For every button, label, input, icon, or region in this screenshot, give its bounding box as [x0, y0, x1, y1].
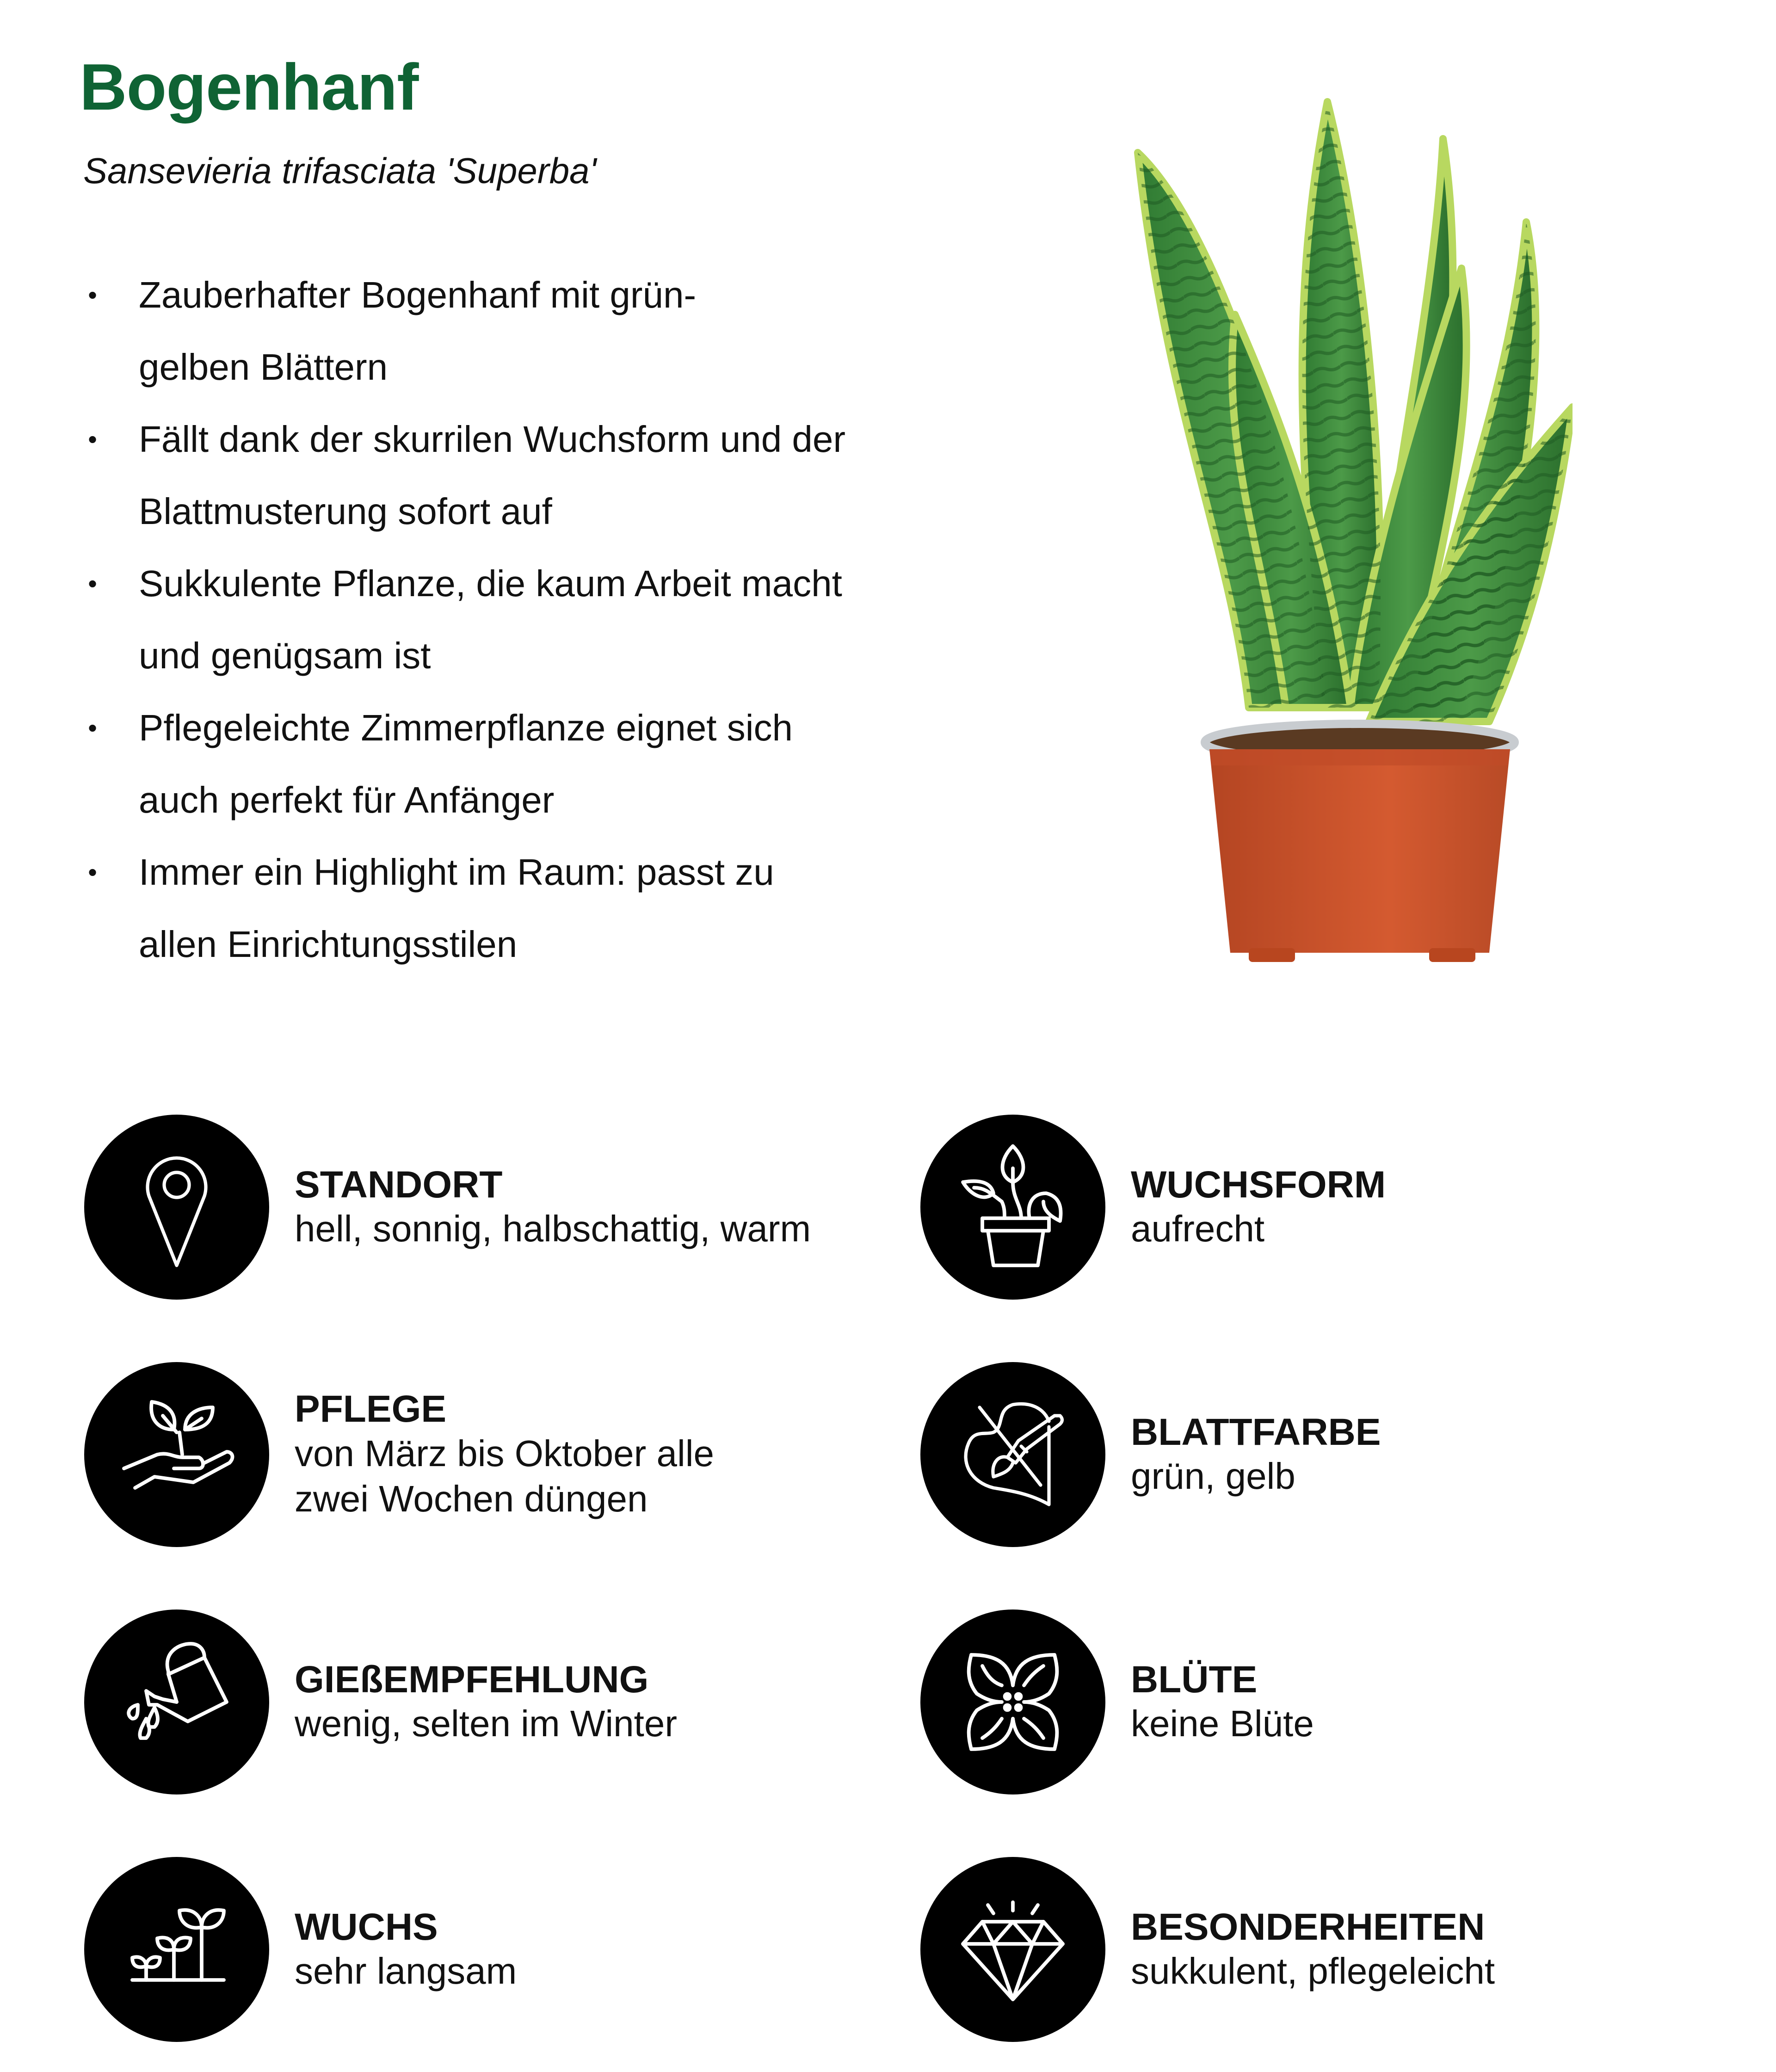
- bullet-icon: •: [88, 280, 97, 309]
- feature-value: sehr langsam: [295, 1950, 517, 1992]
- bullet-text: Pflegeleichte Zimmerpflanze eignet sich: [139, 707, 793, 748]
- bullet-text: Sukkulente Pflanze, die kaum Arbeit macht: [139, 563, 842, 604]
- bullet-icon: •: [88, 713, 97, 742]
- feature-label: BESONDERHEITEN: [1131, 1906, 1485, 1948]
- feature-label: WUCHSFORM: [1131, 1163, 1386, 1206]
- hand-seedling-icon: [84, 1362, 269, 1547]
- feature-bluete: [920, 1610, 1314, 1794]
- flower-icon: [920, 1610, 1105, 1794]
- feature-value: von März bis Oktober alle zwei Wochen düngen: [295, 1433, 715, 1520]
- bullet-icon: •: [88, 425, 97, 454]
- feature-wuchs: [84, 1857, 517, 2042]
- feature-value: grün, gelb: [1131, 1455, 1295, 1497]
- bullet-icon: •: [88, 857, 97, 887]
- feature-value: keine Blüte: [1131, 1703, 1314, 1745]
- bullet-item: [83, 692, 962, 836]
- bullet-text: Blattmusterung sofort auf: [139, 491, 552, 532]
- location-pin-icon: [84, 1115, 269, 1300]
- feature-label: WUCHS: [295, 1906, 438, 1948]
- feature-label: PFLEGE: [295, 1388, 447, 1430]
- bullet-text: Fällt dank der skurrilen Wuchsform und der: [139, 419, 846, 460]
- bullet-text: Zauberhafter Bogenhanf mit grün-: [139, 274, 697, 315]
- watering-can-icon: [84, 1610, 269, 1794]
- product-title: Bogenhanf: [80, 50, 419, 124]
- feature-label: BLATTFARBE: [1131, 1411, 1381, 1453]
- feature-value: wenig, selten im Winter: [295, 1703, 677, 1745]
- bullet-item: [83, 403, 962, 548]
- feature-giessempfehlung: [84, 1610, 677, 1794]
- feature-label: GIEßEMPFEHLUNG: [295, 1658, 649, 1701]
- feature-besonderheiten: [920, 1857, 1495, 2042]
- leaf-paintbrush-icon: [920, 1362, 1105, 1547]
- feature-standort: [84, 1115, 811, 1300]
- bullet-item: [83, 259, 962, 403]
- bullet-icon: •: [88, 569, 97, 598]
- bullet-item: [83, 548, 962, 692]
- feature-blattfarbe: [920, 1362, 1381, 1547]
- growing-sprouts-icon: [84, 1857, 269, 2042]
- botanical-name: Sansevieria trifasciata 'Superba': [83, 150, 597, 191]
- bullet-text: und genügsam ist: [139, 635, 431, 676]
- feature-pflege: [84, 1362, 714, 1547]
- bullet-text: allen Einrichtungsstilen: [139, 924, 518, 965]
- feature-value: aufrecht: [1131, 1208, 1265, 1250]
- feature-wuchsform: [920, 1115, 1386, 1300]
- bullet-item: [83, 836, 962, 980]
- feature-value: sukkulent, pflegeleicht: [1131, 1950, 1495, 1992]
- potted-plant-icon: [920, 1115, 1105, 1300]
- bullet-text: auch perfekt für Anfänger: [139, 779, 555, 820]
- product-image-snake-plant: [1110, 83, 1572, 976]
- feature-label: BLÜTE: [1131, 1658, 1258, 1701]
- diamond-icon: [920, 1857, 1105, 2042]
- bullet-text: Immer ein Highlight im Raum: passt zu: [139, 851, 774, 893]
- feature-value: hell, sonnig, halbschattig, warm: [295, 1208, 811, 1250]
- feature-bullet-list: [83, 259, 962, 980]
- bullet-text: gelben Blättern: [139, 346, 388, 388]
- feature-label: STANDORT: [295, 1163, 503, 1206]
